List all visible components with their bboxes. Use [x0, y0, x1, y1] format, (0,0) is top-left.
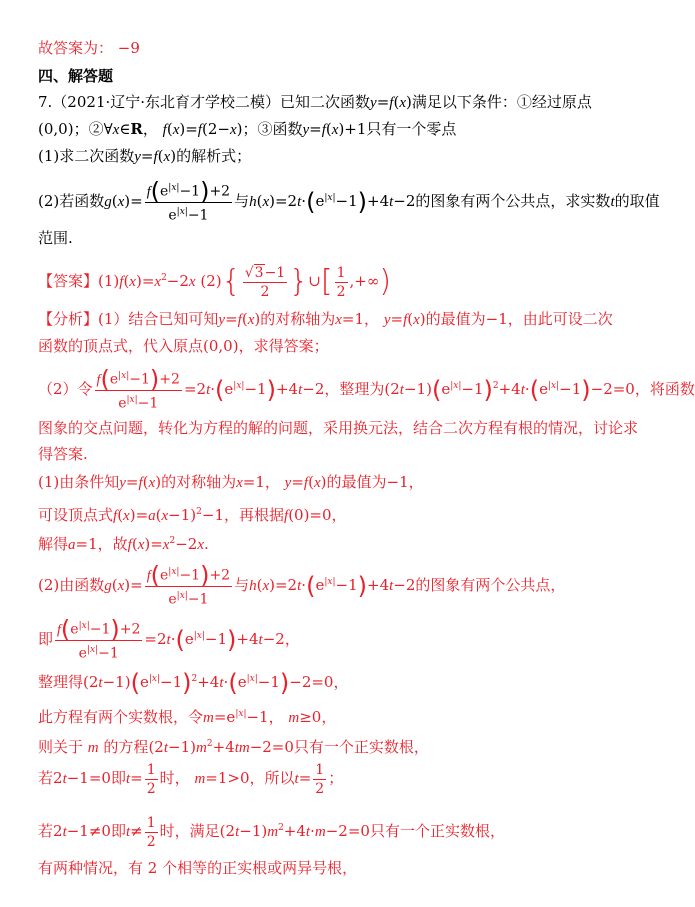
solution-line-9: 若2t−1=0即t= $\frac{1}{2}$ 时， m=1>0，所以t= $\frac{1}{2}$ ；	[38, 761, 344, 797]
solution-line-1: (1)由条件知y=f(x)的对称轴为x=1， y=f(x)的最值为−1，	[38, 473, 424, 491]
solution-line-7: 此方程有两个实数根，令$m=e^{|x|}-1$， m≥0，	[38, 708, 337, 726]
answer-line: 【答案】$(1)f(x)=x^2-2x$ (2){ $\frac{√3-1}{2}$ }∪[ $\frac{1}{2}$ ,+∞)	[38, 264, 392, 300]
problem-part-2-cont: 范围.	[38, 229, 73, 247]
problem-part-1: (1)求二次函数y=f(x)的解析式；	[38, 147, 252, 165]
solution-line-5: 即 $\frac{f(e^{|x|}-1)+2}{e^{|x|}-1}$ $=2t\cdot(e^{|x|}-1)+4t-2$，	[38, 616, 300, 662]
section-heading: 四、解答题	[38, 67, 114, 85]
analysis-line-5: 得答案.	[38, 445, 88, 463]
analysis-line-3: （2）令 $\frac{f(e^{|x|}-1)+2}{e^{|x|}-1}$ $=2t\cdot(e^{|x|}-1)+4t-2$，整理为$(2t-1)(e^{|x|}-1)^2+4t\cdot(e^{|x|}-1)-2=0$，将函数	[38, 366, 695, 412]
solution-line-10: 若2t−1≠0即t≠ $\frac{1}{2}$ 时，满足$(2t-1)m^2+4t\cdot m-2=0$只有一个正实数根，	[38, 814, 505, 850]
solution-line-6: 整理得$(2t-1)(e^{|x|}-1)^2+4t\cdot(e^{|x|}-1)-2=0$，	[38, 669, 349, 697]
previous-answer: 故答案为： −9	[38, 39, 140, 57]
analysis-line-1: 【分析】(1）结合已知可知y=f(x)的对称轴为x=1， y=f(x)的最值为−1，由此可设二次	[38, 310, 613, 328]
analysis-line-2: 函数的顶点式，代入原点(0,0)，求得答案；	[38, 337, 329, 355]
solution-line-11: 有两种情况，有 2 个相等的正实根或两异号根，	[38, 859, 358, 877]
solution-line-3: 解得a=1，故$f(x)=x^2-2x$.	[38, 535, 209, 553]
problem-line-2: (0,0)；②∀x∈R， f(x)=f(2−x)；③函数y=f(x)+1只有一个零点	[38, 120, 457, 138]
problem-part-2: (2)若函数g(x)= $\frac{f(e^{|x|}-1)+2}{e^{|x|}-1}$ 与$h(x)=2t\cdot(e^{|x|}-1)+4t-2$的图象有两个公共点，求实数t的取值	[38, 178, 660, 224]
problem-line-1: 7.（2021·辽宁·东北育才学校二模）已知二次函数y=f(x)满足以下条件：①经过原点	[38, 93, 592, 111]
solution-line-4: (2)由函数g(x)= $\frac{f(e^{|x|}-1)+2}{e^{|x|}-1}$ 与$h(x)=2t\cdot(e^{|x|}-1)+4t-2$的图象有两个公共点，	[38, 562, 566, 608]
solution-line-2: 可设顶点式$f(x)=a(x-1)^2-1$，再根据f(0)=0，	[38, 506, 347, 524]
analysis-line-4: 图象的交点问题，转化为方程的解的问题，采用换元法，结合二次方程有根的情况，讨论求	[38, 419, 639, 437]
solution-line-8: 则关于 m 的方程$(2t-1)m^2+4tm-2=0$只有一个正实数根，	[38, 738, 429, 756]
